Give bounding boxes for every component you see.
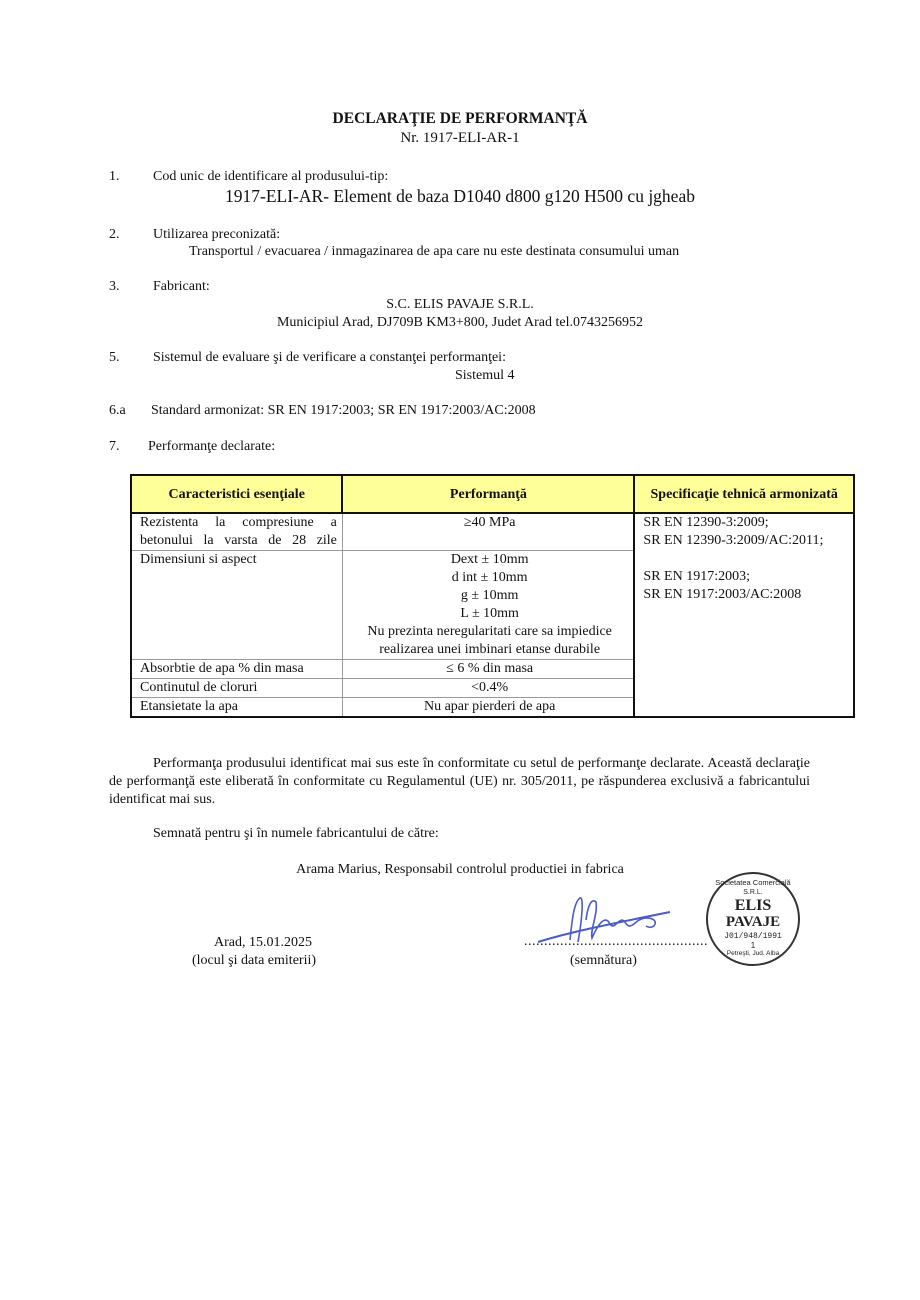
performance-value: Dext ± 10mm bbox=[450, 552, 529, 567]
declaration-number: Nr. 1917-ELI-AR-1 bbox=[400, 130, 520, 146]
section-5-label: Sistemul de evaluare şi de verificare a constanţei performanţei: bbox=[153, 350, 506, 365]
spec-spacer bbox=[643, 550, 848, 568]
performance-value: d int ± 10mm bbox=[451, 570, 528, 585]
section-3-number: 3. bbox=[109, 279, 120, 294]
stamp-arc-bottom: Petreşti, Jud. Alba bbox=[726, 950, 780, 957]
characteristic-cell: Absorbtie de apa % din masa bbox=[131, 660, 342, 679]
table-row bbox=[131, 513, 854, 551]
table-header-row bbox=[131, 475, 854, 513]
characteristic-cell: Etansietate la apa bbox=[131, 698, 342, 718]
stamp-registration: J01/948/1991 bbox=[724, 932, 782, 941]
performance-cell: ≤ 6 % din masa bbox=[342, 660, 634, 679]
signed-for-label: Semnată pentru şi în numele fabricantului de către: bbox=[153, 826, 439, 841]
spec-line: SR EN 1917:2003/AC:2008 bbox=[643, 587, 802, 602]
section-2-label: Utilizarea preconizată: bbox=[153, 227, 281, 242]
signatory: Arama Marius, Responsabil controlul productiei in fabrica bbox=[296, 862, 624, 877]
performance-value: g ± 10mm bbox=[460, 588, 519, 603]
characteristic-cell bbox=[131, 513, 342, 551]
evaluation-system: Sistemul 4 bbox=[455, 368, 515, 383]
stamp-line2: PAVAJE bbox=[725, 914, 781, 930]
characteristic-cell: Dimensiuni si aspect bbox=[131, 551, 342, 660]
signature-label: (semnătura) bbox=[570, 953, 637, 968]
characteristic-text: Rezistenta la compresiune a betonului la varsta de 28 zile bbox=[140, 515, 337, 548]
product-code: 1917-ELI-AR- Element de baza D1040 d800 g120 H500 cu jgheab bbox=[225, 186, 695, 206]
spec-line: SR EN 1917:2003; bbox=[643, 569, 750, 584]
section-1-label: Cod unic de identificare al produsului-tip: bbox=[153, 169, 389, 184]
specification-cell bbox=[634, 513, 854, 717]
performance-table bbox=[130, 474, 855, 718]
section-3-label: Fabricant: bbox=[153, 279, 210, 294]
header-performance: Performanţă bbox=[342, 475, 634, 513]
manufacturer-name: S.C. ELIS PAVAJE S.R.L. bbox=[386, 297, 534, 312]
performance-value: L ± 10mm bbox=[460, 606, 519, 621]
intended-use: Transportul / evacuarea / inmagazinarea de apa care nu este destinata consumului uman bbox=[189, 244, 680, 259]
characteristic-cell: Continutul de cloruri bbox=[131, 679, 342, 698]
conformity-statement: Performanţa produsului identificat mai sus este în conformitate cu setul de performanţe declarate. Această declaraţie de performanţă este eliberată în conformitate cu Regulamentul (UE) nr. 305/2011, pe răspunderea exclusivă a fabricantului identificat mai sus. bbox=[109, 756, 810, 807]
stamp-type: S.R.L. bbox=[743, 889, 763, 896]
section-5-number: 5. bbox=[109, 350, 120, 365]
section-7-label: Performanţe declarate: bbox=[148, 439, 276, 454]
section-1-number: 1. bbox=[109, 169, 120, 184]
manufacturer-address: Municipiul Arad, DJ709B KM3+800, Judet Arad tel.0743256952 bbox=[276, 315, 644, 330]
performance-cell bbox=[342, 513, 634, 551]
header-characteristics: Caracteristici esenţiale bbox=[131, 475, 342, 513]
section-6a-number: 6.a bbox=[109, 403, 126, 418]
signature-line: .............................................. bbox=[524, 934, 708, 949]
stamp-line1: ELIS bbox=[734, 897, 772, 914]
performance-value: ≥40 MPa bbox=[463, 515, 516, 530]
harmonized-standard: Standard armonizat: SR EN 1917:2003; SR EN 1917:2003/AC:2008 bbox=[151, 403, 536, 418]
section-7-number: 7. bbox=[109, 439, 120, 454]
stamp-number: 1 bbox=[750, 941, 756, 950]
document-title: DECLARAŢIE DE PERFORMANŢĂ bbox=[332, 110, 588, 127]
performance-cell: Nu apar pierderi de apa bbox=[342, 698, 634, 718]
performance-cell bbox=[342, 551, 634, 660]
company-stamp bbox=[706, 872, 800, 966]
performance-value: Nu prezinta neregularitati care sa impiedice bbox=[367, 624, 612, 639]
place-date: Arad, 15.01.2025 bbox=[214, 935, 312, 950]
spec-line: SR EN 12390-3:2009; bbox=[643, 515, 769, 530]
stamp-arc-top: Societatea Comercială bbox=[715, 878, 791, 887]
place-date-label: (locul şi data emiterii) bbox=[192, 953, 317, 968]
spec-line: SR EN 12390-3:2009/AC:2011; bbox=[643, 533, 824, 548]
section-2-number: 2. bbox=[109, 227, 120, 242]
performance-cell: <0.4% bbox=[342, 679, 634, 698]
header-specification: Specificaţie tehnică armonizată bbox=[634, 475, 854, 513]
performance-value: realizarea unei imbinari etanse durabile bbox=[379, 642, 601, 657]
